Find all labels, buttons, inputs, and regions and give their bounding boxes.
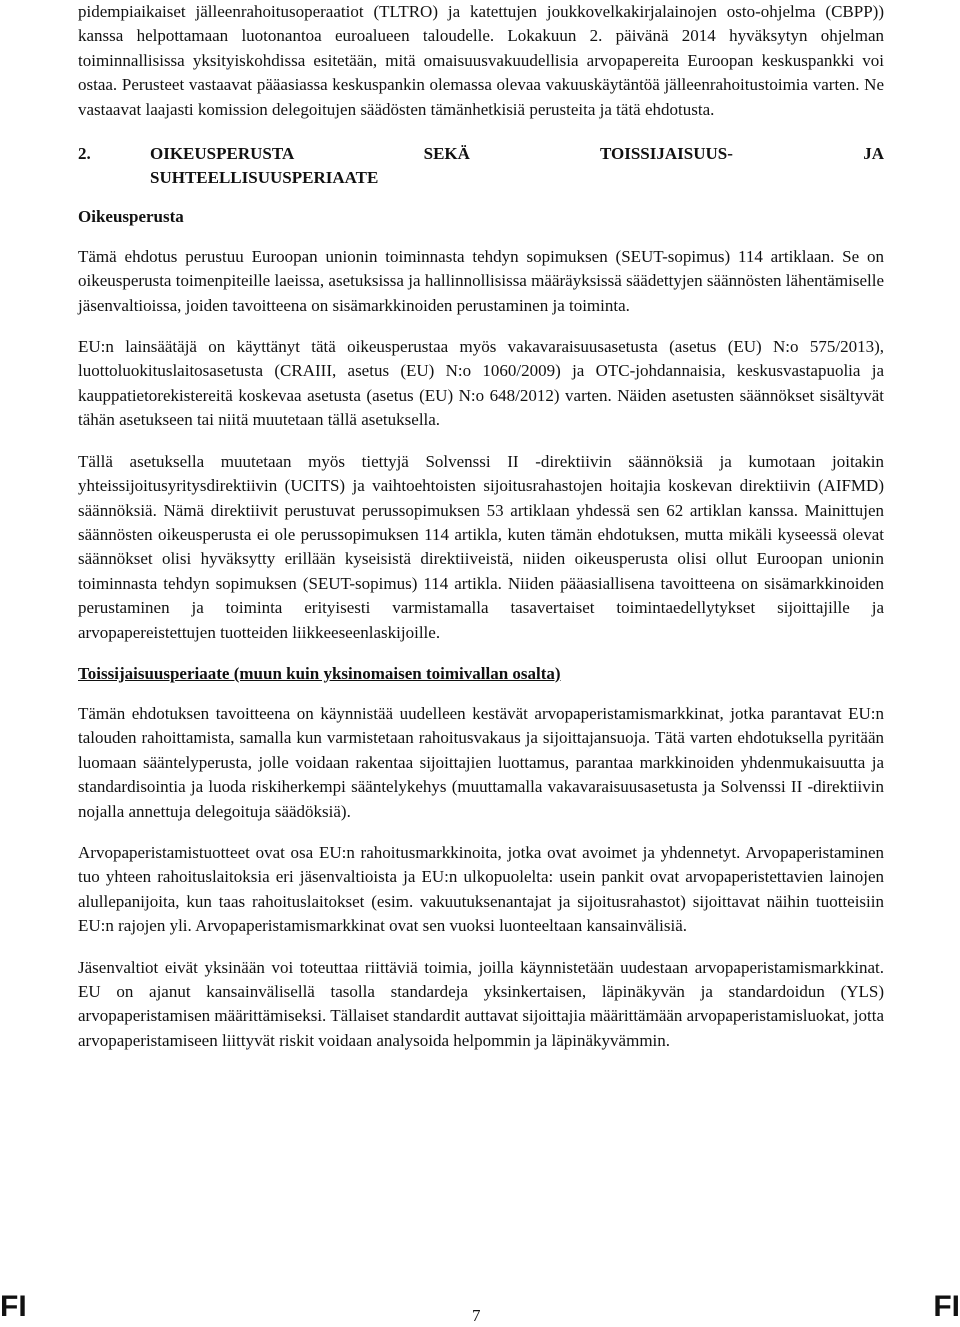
legal-basis-paragraph-1: Tämä ehdotus perustuu Euroopan unionin toiminnasta tehdyn sopimuksen (SEUT-sopimus) 114 artiklaan. Se on oikeusperusta toimenpiteille laeissa, asetuksissa ja hallinnollisissa määräyksissä säädettyjen säännösten lähentämiselle jäsenvaltioissa, joiden tavoitteena on sisämarkkinoiden perustaminen ja toiminta. [78, 246, 884, 315]
subsidiarity-title: Toissijaisuusperiaate (muun kuin yksinomaisen toimivallan osalta) [78, 663, 561, 683]
document-page [78, 0, 884, 1070]
section-title-line1: OIKEUSPERUSTA SEKÄ TOISSIJAISUUS- JA [150, 144, 884, 164]
section-number: 2. [78, 144, 91, 164]
intro-paragraph: pidempiaikaiset jälleenrahoitusoperaatiot (TLTRO) ja katettujen joukkovelkakirjalainojen osto-ohjelma (CBPP)) kanssa helpottamaan luotonantoa euroalueen taloudelle. Lokakuun 2. päivänä 2014 hyväksytyn ohjelman toiminnallisissa yksityiskohdissa esitetään, mitä omaisuusvakuudellisia arvopapereita Euroopan keskuspankki voi ostaa. Perusteet vastaavat pääasiassa keskuspankin olemassa olevaa vakuuskäytäntöä jälleenrahoitustoimia varten. Ne vastaavat laajasti komission delegoitujen säädösten tämänhetkisiä perusteita ja tätä ehdotusta. [78, 2, 884, 119]
subsidiarity-paragraph-3: Jäsenvaltiot eivät yksinään voi toteuttaa riittäviä toimia, joilla käynnistetään uudestaan arvopaperistamismarkkinat. EU on ajanut kansainvälisellä tasolla standardeja yksinkertaisen, läpinäkyvän ja standardoidun (YLS) arvopaperistamisen määrittämiseksi. Tällaiset standardit auttavat sijoittajia määrittämään arvopaperistamisluokat, jotta arvopaperistamiseen liittyvät riskit voidaan analysoida helpommin ja läpinäkyvämmin. [78, 957, 884, 1050]
legal-basis-paragraph-2: EU:n lainsäätäjä on käyttänyt tätä oikeusperustaa myös vakavaraisuusasetusta (asetus (EU) N:o 575/2013), luottoluokituslaitosasetusta (CRAIII, asetus (EU) N:o 1060/2009) ja OTC-johdannaisia, keskusvastapuolia ja kauppatietorekistereitä koskevaa asetusta (asetus (EU) N:o 648/2012) varten. Näiden asetusten säännökset sisältyvät tähän asetukseen tai niitä muutetaan tällä asetuksella. [78, 337, 884, 430]
footer-language-right: FI [933, 1290, 960, 1323]
legal-basis-title: Oikeusperusta [78, 206, 184, 226]
legal-basis-paragraph-3: Tällä asetuksella muutetaan myös tiettyjä Solvenssi II -direktiivin säännöksiä ja kumotaan joitakin yhteissijoitusyritysdirektiivin (UCITS) ja vaihtoehtoisten sijoitusrahastojen hoitajia koskevan direktiivin (AIFMD) säännöksiä. Nämä direktiivit perustuvat perussopimuksen 53 artiklaan yhdessä sen 62 artiklan kanssa. Mainittujen säännösten oikeusperusta ei ole perussopimuksen 114 artikla, kuten tämän ehdotuksen, mutta mikäli kyseessä olevat säännökset olisi hyväksytty erillään kyseisistä direktiiveistä, niiden oikeusperusta olisi ollut Euroopan unionin toiminnasta tehdyn sopimuksen (SEUT-sopimus) 114 artikla. Niiden pääasiallisena tavoitteena on sisämarkkinoiden perustaminen ja toiminta erityisesti varmistamalla tasavertaiset toimintaedellytykset sijoittajille ja arvopapereistettujen tuotteiden liikkeeseenlaskijoille. [78, 451, 884, 642]
subsidiarity-paragraph-1: Tämän ehdotuksen tavoitteena on käynnistää uudelleen kestävät arvopaperistamismarkkinat, jotka parantavat EU:n talouden rahoittamista, samalla kun varmistetaan rahoitusvakaus ja sijoittajansuoja. Tätä varten ehdotuksella pyritään luomaan sääntelyperusta, jolle voidaan rakentaa sijoittajien luottamus, parantaa markkinoiden yhdenmukaisuutta ja standardisointia ja luoda riskiherkempi sääntelykehys (muuttamalla vakavaraisuusasetusta ja Solvenssi II -direktiivin nojalla annettuja delegoituja säädöksiä). [78, 703, 884, 821]
section-title-line2: SUHTEELLISUUSPERIAATE [150, 168, 379, 188]
footer-language-left: FI [0, 1290, 27, 1323]
subsidiarity-paragraph-2: Arvopaperistamistuotteet ovat osa EU:n rahoitusmarkkinoita, jotka ovat avoimet ja yhdennetyt. Arvopaperistaminen tuo yhteen rahoituslaitoksia eri jäsenvaltioista ja EU:n ulkopuolelta: usein pankit ovat arvopaperistettavien lainojen alullepanijoita, kun taas rahoituslaitokset (esim. vakuutuksenantajat ja sijoitusrahastot) sijoittavat näihin tuotteisiin EU:n rajojen yli. Arvopaperistamismarkkinat ovat sen vuoksi luonteeltaan kansainvälisiä. [78, 842, 884, 936]
section-heading [78, 142, 884, 166]
footer-page-number: 7 [472, 1306, 481, 1325]
